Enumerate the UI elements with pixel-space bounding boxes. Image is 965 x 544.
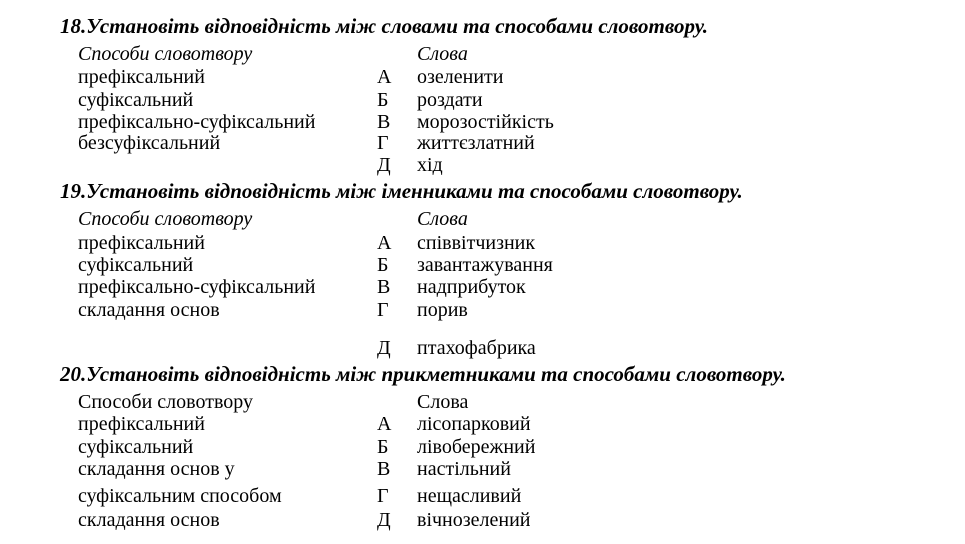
question-20-title: 20.Установіть відповідність між прикметниками та способами словотвору. bbox=[60, 362, 786, 386]
q18-letter-v: В bbox=[377, 111, 391, 133]
q19-word-b: завантажування bbox=[417, 254, 553, 276]
q20-method-5: складання основ bbox=[78, 509, 220, 531]
q19-letter-v: В bbox=[377, 276, 391, 298]
q18-word-g: життєзлатний bbox=[417, 132, 535, 154]
question-18-title: 18.Установіть відповідність між словами та способами словотвору. bbox=[60, 14, 708, 38]
q18-words-header: Слова bbox=[417, 43, 468, 65]
q19-methods-header: Способи словотвору bbox=[78, 208, 253, 230]
q20-method-4: суфіксальним способом bbox=[78, 485, 282, 507]
q20-letter-g: Г bbox=[377, 485, 389, 507]
q18-letter-d: Д bbox=[377, 154, 391, 176]
q18-word-d: хід bbox=[417, 154, 443, 176]
q20-words-header: Слова bbox=[417, 391, 469, 413]
q20-method-2: суфіксальний bbox=[78, 436, 194, 458]
q20-word-a: лісопарковий bbox=[417, 413, 531, 435]
q18-word-v: морозостійкість bbox=[417, 111, 554, 133]
question-19-title: 19.Установіть відповідність між іменниками та способами словотвору. bbox=[60, 179, 743, 203]
q20-method-3: складання основ у bbox=[78, 458, 235, 480]
q18-method-1: префіксальний bbox=[78, 66, 205, 88]
q19-letter-a: А bbox=[377, 232, 392, 254]
q19-method-2: суфіксальний bbox=[78, 254, 194, 276]
q19-word-g: порив bbox=[417, 299, 468, 321]
q20-letter-b: Б bbox=[377, 436, 389, 458]
q20-methods-header: Способи словотвору bbox=[78, 391, 253, 413]
q19-word-v: надприбуток bbox=[417, 276, 526, 298]
q18-method-2: суфіксальний bbox=[78, 89, 194, 111]
q19-word-a: співвітчизник bbox=[417, 232, 536, 254]
q20-method-1: префіксальний bbox=[78, 413, 205, 435]
q19-method-1: префіксальний bbox=[78, 232, 205, 254]
q19-letter-b: Б bbox=[377, 254, 389, 276]
q18-letter-g: Г bbox=[377, 132, 389, 154]
q20-letter-a: А bbox=[377, 413, 392, 435]
q19-words-header: Слова bbox=[417, 208, 468, 230]
q18-method-4: безсуфіксальний bbox=[78, 132, 221, 154]
q18-method-3: префіксально-суфіксальний bbox=[78, 111, 316, 133]
q18-word-a: озеленити bbox=[417, 66, 504, 88]
q18-methods-header: Способи словотвору bbox=[78, 43, 253, 65]
q20-word-g: нещасливий bbox=[417, 485, 522, 507]
q20-word-d: вічнозелений bbox=[417, 509, 531, 531]
q20-letter-d: Д bbox=[377, 509, 391, 531]
q20-word-b: лівобережний bbox=[417, 436, 536, 458]
q20-word-v: настільний bbox=[417, 458, 511, 480]
q19-method-4: складання основ bbox=[78, 299, 220, 321]
q19-method-3: префіксально-суфіксальний bbox=[78, 276, 316, 298]
q19-letter-d: Д bbox=[377, 337, 391, 359]
q19-word-d: птахофабрика bbox=[417, 337, 536, 359]
q18-letter-a: А bbox=[377, 66, 392, 88]
q18-word-b: роздати bbox=[417, 89, 483, 111]
q19-letter-g: Г bbox=[377, 299, 389, 321]
q20-letter-v: В bbox=[377, 458, 391, 480]
q18-letter-b: Б bbox=[377, 89, 389, 111]
